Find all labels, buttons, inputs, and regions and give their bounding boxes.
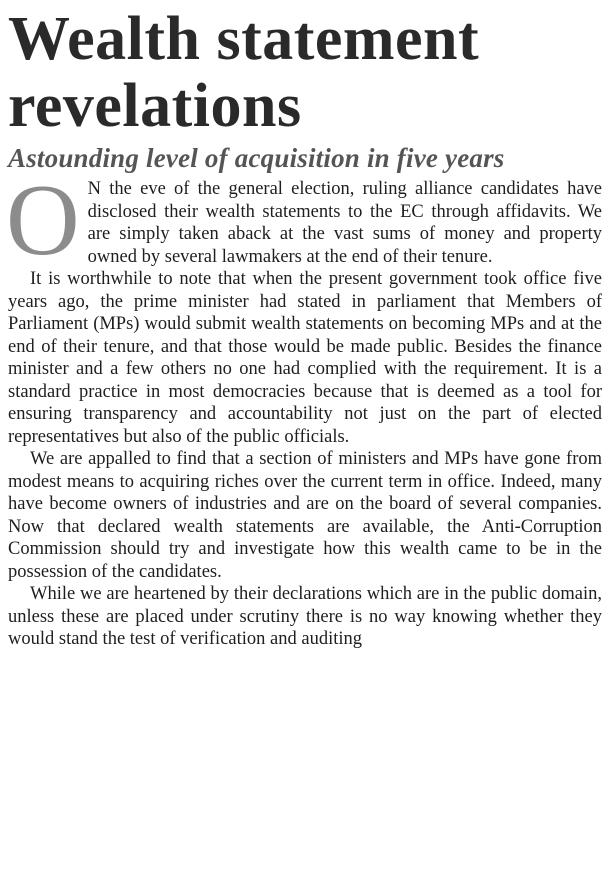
paragraph-2: It is worthwhile to note that when the present government took office five years ago, the prime minister had stated in parliament that Members of Parliament (MPs) would submit wealth statements on becoming MPs and at the end of their tenure, and that those would be made public. Besides the finance minister and a few others no one had complied with the requirement. It is a standard practice in most democracies because that is deemed as a tool for ensuring transparency and accountability not just on the part of elected representatives but also of the public officials.	[8, 269, 602, 447]
drop-cap: O	[6, 164, 80, 277]
editorial-article	[8, 6, 602, 651]
paragraph-1	[6, 164, 602, 277]
headline: Wealth statement revelations	[8, 5, 480, 140]
paragraph-3: We are appalled to find that a section of ministers and MPs have gone from modest means to acquiring riches over the current term in office. Indeed, many have become owners of industries and are on the board of several companies. Now that declared wealth statements are available, the Anti-Corruption Commission should try and investigate how this wealth came to be in the possession of the candidates.	[8, 449, 602, 582]
paragraph-4: While we are heartened by their declarations which are in the public domain, unless these are placed under scrutiny there is no way knowing whether they would stand the test of verification and auditing	[8, 584, 602, 649]
paragraph-1-text: N the eve of the general election, ruling alliance candidates have disclosed their wealth statements to the EC through affidavits. We are simply taken aback at the vast sums of money and property owned by several lawmakers at the end of their tenure.	[87, 179, 602, 267]
article-body	[6, 164, 602, 651]
subheadline: Astounding level of acquisition in five years	[8, 143, 505, 173]
